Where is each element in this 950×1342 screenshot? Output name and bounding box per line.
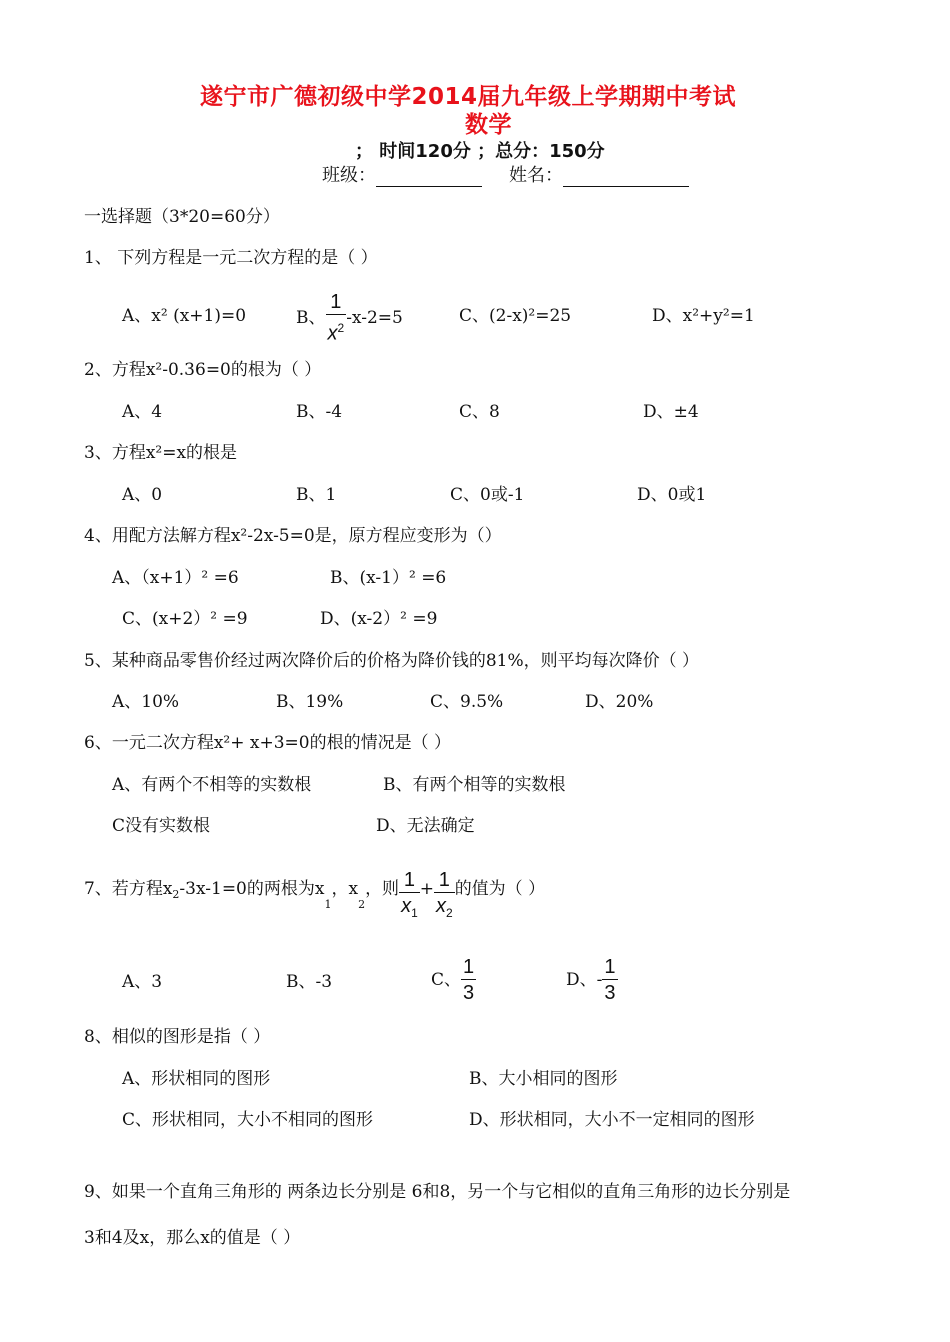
question-9-line-1: 9、如果一个直角三角形的 两条边长分别是 6和8，另一个与它相似的直角三角形的边长分别是 xyxy=(84,1182,791,1202)
q7-option-d-fraction: $\frac{1}{3}$ xyxy=(604,956,616,1004)
q8-option-d: D、形状相同，大小不一定相同的图形 xyxy=(469,1110,755,1130)
class-blank[interactable] xyxy=(376,168,482,187)
q5-option-a: A、10% xyxy=(112,692,180,712)
name-blank[interactable] xyxy=(563,168,689,187)
question-9-line-2: 3和4及x，那么x的值是（ ） xyxy=(84,1228,301,1248)
class-label: 班级： xyxy=(322,165,376,186)
q6-option-d: D、无法确定 xyxy=(376,816,475,836)
q3-option-d: D、0或1 xyxy=(637,485,707,505)
q4-option-b: B、(x-1）² =6 xyxy=(330,568,447,588)
q4-option-c: C、(x+2）² =9 xyxy=(122,609,248,629)
class-field xyxy=(322,165,482,187)
q1-option-d: D、x²+y²=1 xyxy=(652,306,755,326)
q7-option-b: B、-3 xyxy=(286,972,333,992)
name-label: 姓名： xyxy=(509,165,563,186)
q6-option-c: C没有实数根 xyxy=(112,816,211,836)
q1-fraction-denominator: $x^2$ xyxy=(326,314,347,347)
question-2: 2、方程x²-0.36=0的根为（ ） xyxy=(84,360,322,380)
q7-option-c: C、 $\frac{1}{3}$ xyxy=(431,956,475,1004)
q1-option-b-suffix: -x-2=5 xyxy=(346,307,403,328)
q5-option-d: D、20% xyxy=(585,692,654,712)
q7-option-d: D、- $\frac{1}{3}$ xyxy=(566,956,616,1004)
q1-option-a: A、x² (x+1)=0 xyxy=(122,306,247,326)
question-5: 5、某种商品零售价经过两次降价后的价格为降价钱的81%，则平均每次降价（ ） xyxy=(84,651,700,671)
question-4: 4、用配方法解方程x²-2x-5=0是，原方程应变形为（） xyxy=(84,526,502,546)
q6-option-b: B、有两个相等的实数根 xyxy=(383,775,566,795)
q2-option-d: D、±4 xyxy=(643,402,699,422)
q4-option-a: A、（x+1）² =6 xyxy=(112,568,239,588)
q2-option-b: B、-4 xyxy=(296,402,343,422)
q7-fraction-2: $\frac{1}{x_2}$ xyxy=(434,868,455,926)
q3-option-c: C、0或-1 xyxy=(450,485,525,505)
question-1: 1、 下列方程是一元二次方程的是（ ） xyxy=(84,248,378,268)
q1-fraction xyxy=(326,290,347,347)
question-3: 3、方程x²=x的根是 xyxy=(84,443,238,463)
q1-fraction-numerator: 1 xyxy=(330,291,342,313)
question-7: 7、若方程$x_2-3x-1=0$的两根为$x_1$，$x_2$，则 $\frac{1}{x_1}$ + $\frac{1}{x_2}$ 的值为（ ） xyxy=(84,868,545,926)
q1-option-c: C、(2-x)²=25 xyxy=(459,306,572,326)
name-field xyxy=(509,165,689,187)
q5-option-b: B、19% xyxy=(276,692,344,712)
q1-option-b xyxy=(296,290,403,347)
section-title: 一选择题（3*20=60分） xyxy=(84,207,280,227)
q3-option-a: A、0 xyxy=(122,485,163,505)
q4-option-d: D、(x-2）² =9 xyxy=(320,609,438,629)
subject-title: 数学 xyxy=(465,112,512,138)
q7-fraction-1: $\frac{1}{x_1}$ xyxy=(399,868,420,926)
q7-option-a: A、3 xyxy=(122,972,163,992)
question-6: 6、一元二次方程x²+ x+3=0的根的情况是（ ） xyxy=(84,733,451,753)
time-score: ； 时间120分 ；总分：150分 xyxy=(355,141,605,162)
q7-option-c-fraction: $\frac{1}{3}$ xyxy=(463,956,475,1004)
q2-option-a: A、4 xyxy=(122,402,163,422)
q1-option-b-prefix: B、 xyxy=(296,307,326,328)
q5-option-c: C、9.5% xyxy=(430,692,504,712)
q6-option-a: A、有两个不相等的实数根 xyxy=(112,775,312,795)
q8-option-b: B、大小相同的图形 xyxy=(469,1069,618,1089)
q8-option-a: A、形状相同的图形 xyxy=(122,1069,271,1089)
q3-option-b: B、1 xyxy=(296,485,337,505)
question-8: 8、相似的图形是指（ ） xyxy=(84,1027,271,1047)
q2-option-c: C、8 xyxy=(459,402,500,422)
q8-option-c: C、形状相同，大小不相同的图形 xyxy=(122,1110,374,1130)
exam-title: 遂宁市广德初级中学2014届九年级上学期期中考试 xyxy=(200,84,737,110)
